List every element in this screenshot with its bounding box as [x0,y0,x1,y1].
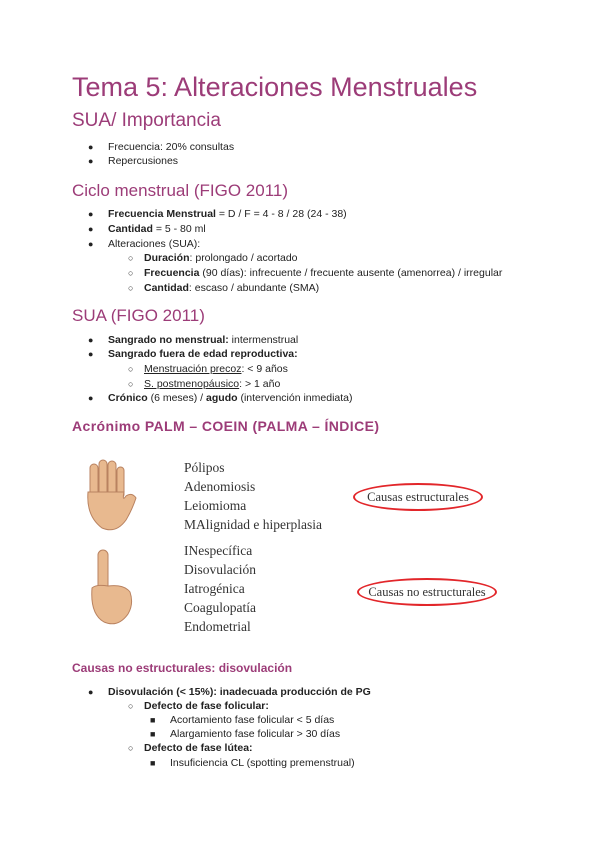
coein-item: Iatrogénica [184,581,245,596]
coein-item: Disovulación [184,562,256,577]
palm-item: Leiomioma [184,498,247,513]
list-item: ● Alteraciones (SUA): [88,238,201,250]
list-item: ● Frecuencia: 20% consultas [88,141,235,153]
palm-item: Pólipos [184,460,225,475]
list-item: ■ Insuficiencia CL (spotting premenstrual) [150,757,355,769]
list-item: ● Disovulación (< 15%): inadecuada producción de PG [88,686,371,698]
list-item: ■ Alargamiento fase folicular > 30 días [150,728,341,740]
list-item: ○ S. postmenopáusico: > 1 año [128,378,281,390]
open-hand-icon [80,458,138,534]
list-item: ● Sangrado no menstrual: intermenstrual [88,334,299,346]
section-heading-acronimo: Acrónimo PALM – COEIN (PALMA – ÍNDICE) [72,418,380,434]
list-item: ● Sangrado fuera de edad reproductiva: [88,348,298,360]
list-item: ● Crónico (6 meses) / agudo (intervención inmediata) [88,392,353,404]
list-item: ■ Acortamiento fase folicular < 5 días [150,714,335,726]
palm-item: Adenomiosis [184,479,256,494]
list-item: ○ Defecto de fase lútea: [128,742,253,754]
section-heading-sua-importancia: SUA/ Importancia [72,110,221,131]
causas-no-estructurales-label: Causas no estructurales [357,578,497,606]
list-item: ○ Frecuencia (90 días): infrecuente / frecuente ausente (amenorrea) / irregular [128,267,503,279]
coein-item: Coagulopatía [184,600,256,615]
section-heading-sua-figo: SUA (FIGO 2011) [72,306,205,325]
list-item: ○ Cantidad: escaso / abundante (SMA) [128,282,320,294]
list-item: ○ Menstruación precoz: < 9 años [128,363,288,375]
list-item: ● Frecuencia Menstrual = D / F = 4 - 8 / 28 (24 - 38) [88,208,347,220]
coein-item: INespecífica [184,543,253,558]
palm-item: MAlignidad e hiperplasia [184,517,322,532]
list-item: ○ Defecto de fase folicular: [128,700,269,712]
causas-estructurales-label: Causas estructurales [353,483,483,511]
coein-item: Endometrial [184,619,251,634]
section-heading-disovulacion: Causas no estructurales: disovulación [72,661,293,675]
list-item: ● Repercusiones [88,155,179,167]
page-title: Tema 5: Alteraciones Menstruales [72,72,478,102]
list-item: ○ Duración: prolongado / acortado [128,252,298,264]
section-heading-ciclo: Ciclo menstrual (FIGO 2011) [72,181,289,200]
index-finger-hand-icon [84,548,136,628]
list-item: ● Cantidad = 5 - 80 ml [88,223,206,235]
